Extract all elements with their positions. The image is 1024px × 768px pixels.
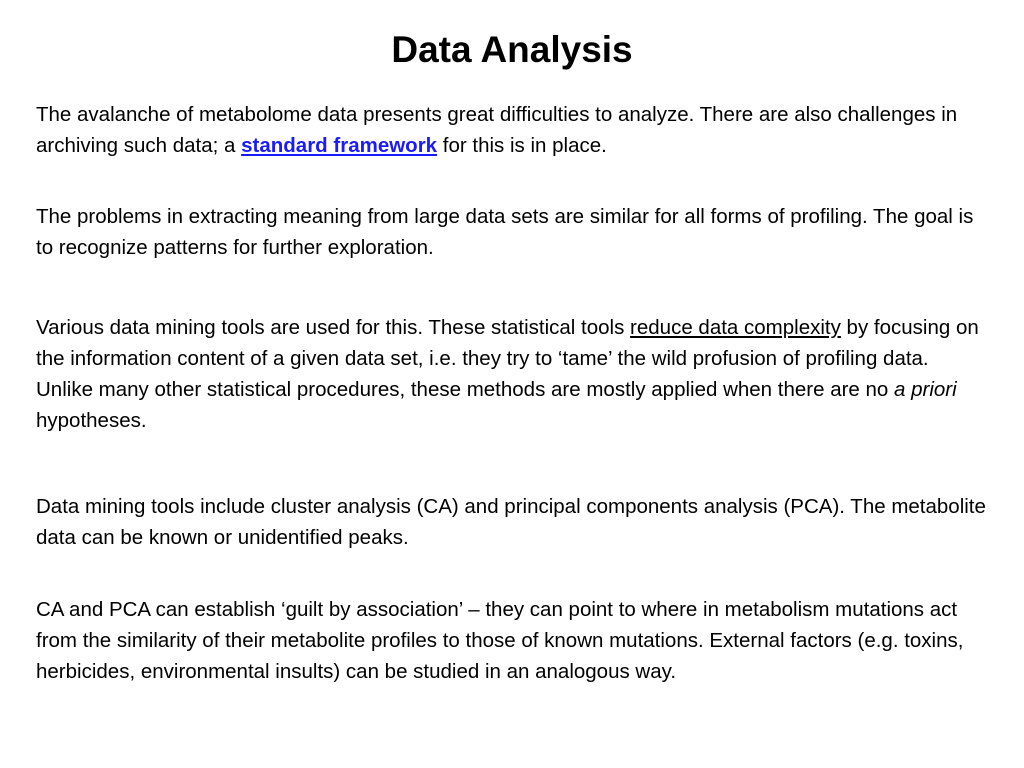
paragraph-text: by focusing on the information content of a given data set, i.e. they try to ‘tame’ the wild profusion of profiling data. Unlike many other statistical procedures, these methods are mostly applied when there are no bbox=[36, 316, 979, 401]
standard-framework-link[interactable]: standard framework bbox=[241, 134, 438, 157]
paragraph-text: for this is in place. bbox=[437, 134, 607, 157]
italic-phrase: a priori bbox=[894, 378, 957, 401]
paragraph-guilt-by-association: CA and PCA can establish ‘guilt by association’ – they can point to where in metabolism mutations act from the similarity of their metabolite profiles to those of known mutations. External factors (e.g. toxins, herbicides, environmental insults) can be studied in an analogous way. bbox=[36, 598, 964, 683]
underlined-phrase: reduce data complexity bbox=[630, 316, 841, 339]
paragraph-metabolome-data bbox=[36, 99, 986, 161]
paragraph-text: hypotheses. bbox=[36, 409, 147, 432]
paragraph-data-mining-tools bbox=[36, 312, 986, 436]
slide-title: Data Analysis bbox=[391, 29, 633, 70]
paragraph-profiling-problems: The problems in extracting meaning from large data sets are similar for all forms of profiling. The goal is to recognize patterns for further exploration. bbox=[36, 205, 974, 259]
paragraph-text: Various data mining tools are used for this. These statistical tools bbox=[36, 316, 631, 339]
paragraph-text: The avalanche of metabolome data presents great difficulties to analyze. There are also challenges in archiving such data; a bbox=[36, 103, 958, 157]
paragraph-ca-pca: Data mining tools include cluster analysis (CA) and principal components analysis (PCA). The metabolite data can be known or unidentified peaks. bbox=[36, 495, 986, 549]
